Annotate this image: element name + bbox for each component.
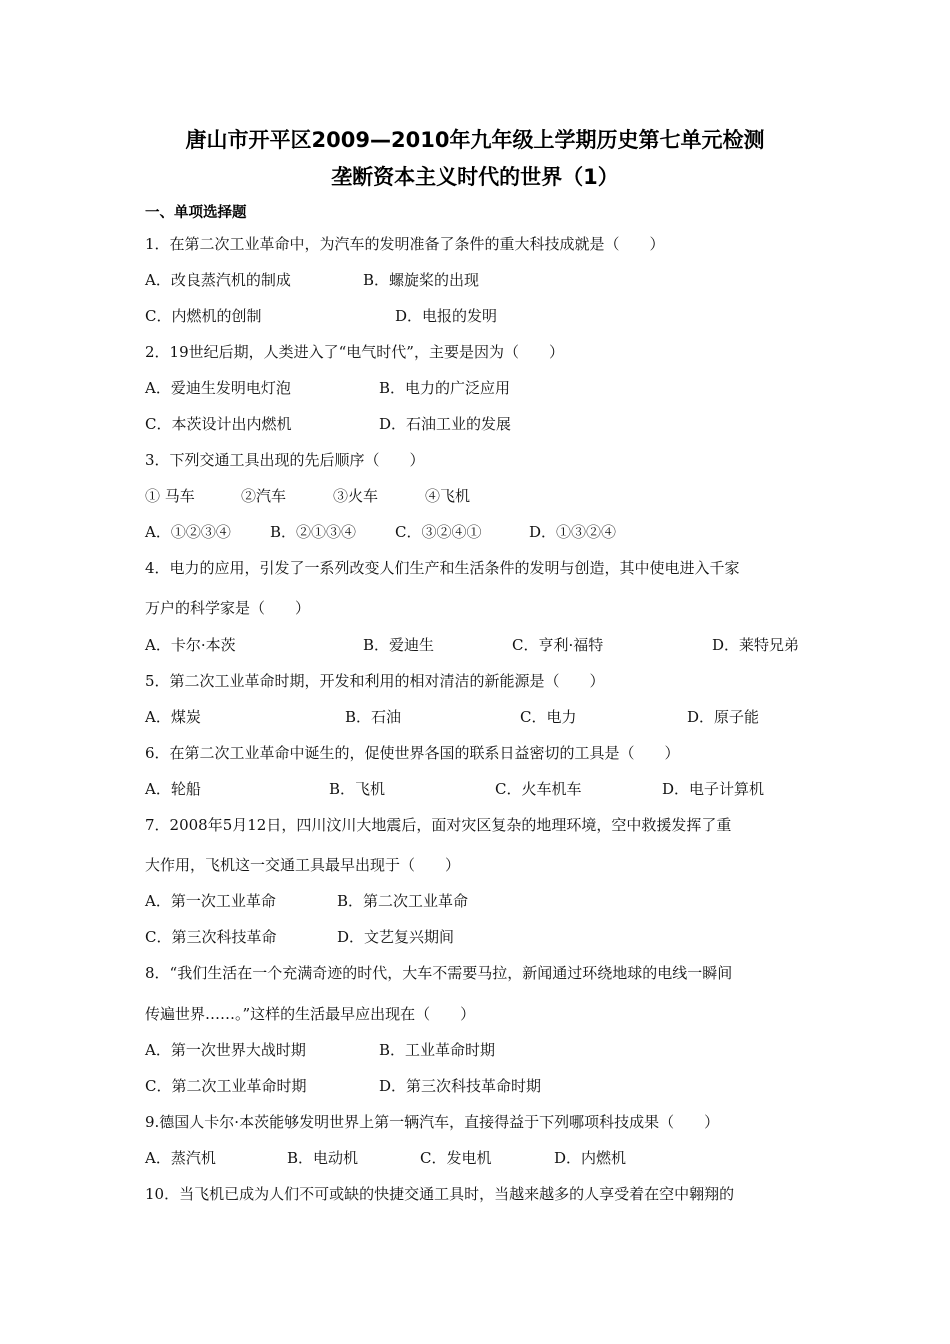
question-4-option-d: D．莱特兄弟	[712, 636, 800, 654]
question-5-option-b: B．石油	[345, 708, 402, 726]
title-line-1: 唐山市开平区2009—2010年九年级上学期历史第七单元检测	[185, 128, 765, 152]
question-8-option-a: A．第一次世界大战时期	[145, 1041, 306, 1059]
question-3-option-b: B．②①③④	[270, 523, 357, 541]
question-8-option-b: B．工业革命时期	[379, 1041, 496, 1059]
question-7-stem-line-2: 大作用，飞机这一交通工具最早出现于（ ）	[145, 856, 461, 874]
question-2-option-a: A．爱迪生发明电灯泡	[145, 379, 291, 397]
question-8-stem-line-2: 传遍世界……。”这样的生活最早应出现在（ ）	[145, 1005, 476, 1023]
question-2-option-c: C．本茨设计出内燃机	[145, 415, 292, 433]
question-7-option-a: A．第一次工业革命	[145, 892, 276, 910]
question-5-option-a: A．煤炭	[145, 708, 201, 726]
question-10-stem-line-1: 10．当飞机已成为人们不可或缺的快捷交通工具时，当越来越多的人享受着在空中翱翔的	[145, 1185, 735, 1203]
question-2-option-b: B．电力的广泛应用	[379, 379, 511, 397]
question-7-option-d: D．文艺复兴期间	[337, 928, 455, 946]
question-3-option-d: D．①③②④	[529, 523, 617, 541]
question-5-option-c: C．电力	[520, 708, 577, 726]
question-1-option-d: D．电报的发明	[395, 307, 498, 325]
question-3-option-c: C．③②④①	[395, 523, 482, 541]
question-9-stem: 9.德国人卡尔·本茨能够发明世界上第一辆汽车，直接得益于下列哪项科技成果（ ）	[145, 1113, 720, 1131]
question-4-option-c: C．亨利·福特	[512, 636, 604, 654]
question-3-option-a: A．①②③④	[145, 523, 231, 541]
question-8-option-d: D．第三次科技革命时期	[379, 1077, 542, 1095]
question-3-item-4: ④飞机	[425, 487, 471, 505]
question-9-option-d: D．内燃机	[554, 1149, 627, 1167]
question-6-option-a: A．轮船	[145, 780, 201, 798]
question-3-item-3: ③火车	[333, 487, 379, 505]
question-8-option-c: C．第二次工业革命时期	[145, 1077, 307, 1095]
question-9-option-a: A．蒸汽机	[145, 1149, 216, 1167]
question-3-item-2: ②汽车	[241, 487, 287, 505]
question-6-option-d: D．电子计算机	[662, 780, 765, 798]
question-9-option-b: B．电动机	[287, 1149, 359, 1167]
question-7-option-b: B．第二次工业革命	[337, 892, 469, 910]
question-3-stem: 3．下列交通工具出现的先后顺序（ ）	[145, 451, 425, 469]
question-6-stem: 6．在第二次工业革命中诞生的，促使世界各国的联系日益密切的工具是（ ）	[145, 744, 680, 762]
question-7-stem-line-1: 7．2008年5月12日，四川汶川大地震后，面对灾区复杂的地理环境，空中救援发挥了重	[145, 816, 732, 834]
question-1-option-c: C．内燃机的创制	[145, 307, 262, 325]
question-8-stem-line-1: 8．“我们生活在一个充满奇迹的时代，大车不需要马拉，新闻通过环绕地球的电线一瞬间	[145, 964, 733, 982]
question-6-option-b: B．飞机	[329, 780, 386, 798]
question-2-option-d: D．石油工业的发展	[379, 415, 512, 433]
question-6-option-c: C．火车机车	[495, 780, 582, 798]
question-5-stem: 5．第二次工业革命时期，开发和利用的相对清洁的新能源是（ ）	[145, 672, 605, 690]
question-9-option-c: C．发电机	[420, 1149, 492, 1167]
section-heading: 一、单项选择题	[145, 205, 247, 221]
question-4-option-a: A．卡尔·本茨	[145, 636, 236, 654]
question-1-option-b: B．螺旋桨的出现	[363, 271, 480, 289]
question-4-option-b: B．爱迪生	[363, 636, 435, 654]
question-1-option-a: A．改良蒸汽机的制成	[145, 271, 291, 289]
question-3-item-1: ① 马车	[145, 487, 195, 505]
title-line-2: 垄断资本主义时代的世界（1）	[331, 165, 619, 189]
question-1-stem: 1．在第二次工业革命中，为汽车的发明准备了条件的重大科技成就是（ ）	[145, 235, 665, 253]
question-4-stem-line-2: 万户的科学家是（ ）	[145, 599, 311, 617]
question-4-stem-line-1: 4．电力的应用，引发了一系列改变人们生产和生活条件的发明与创造，其中使电进入千家	[145, 559, 740, 577]
question-7-option-c: C．第三次科技革命	[145, 928, 277, 946]
question-2-stem: 2．19世纪后期，人类进入了“电气时代”，主要是因为（ ）	[145, 343, 564, 361]
question-5-option-d: D．原子能	[687, 708, 760, 726]
